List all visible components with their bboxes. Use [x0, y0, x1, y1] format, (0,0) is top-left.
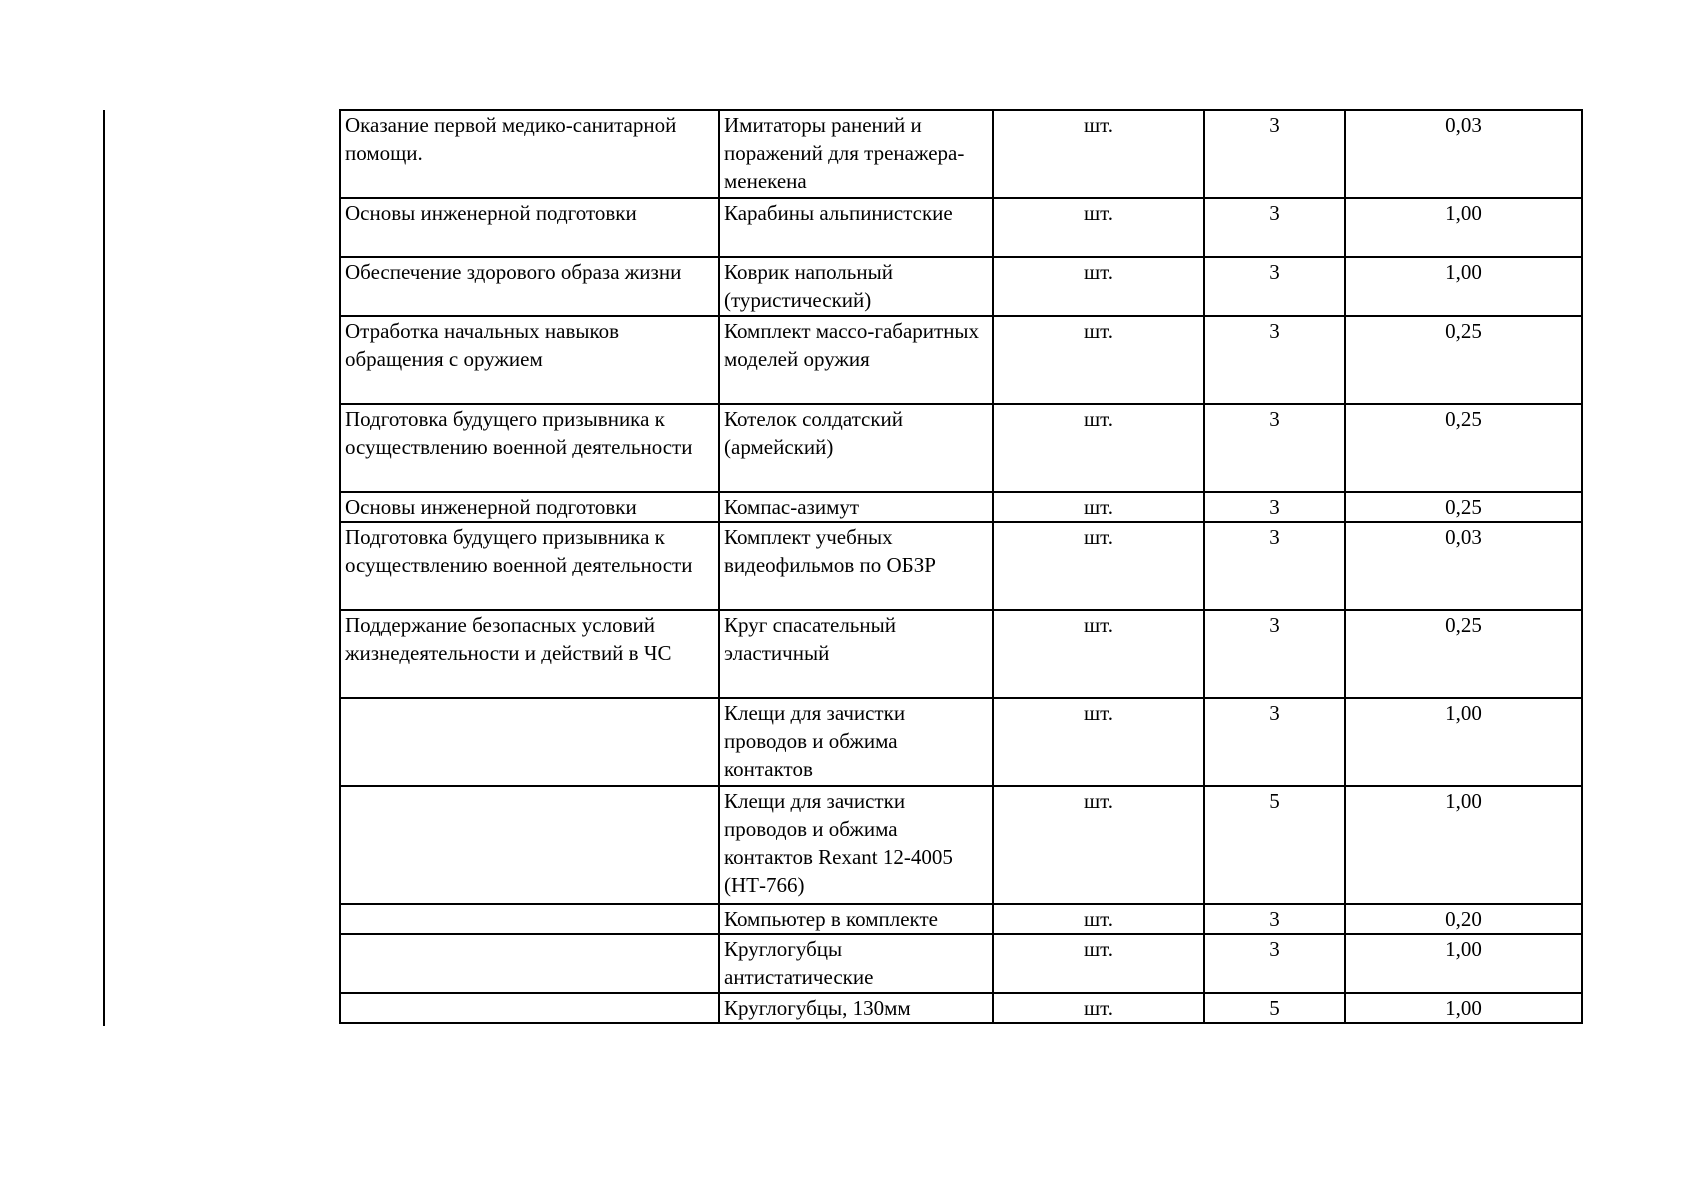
subject-cell [340, 904, 719, 934]
item-name-cell: Компьютер в комплекте [719, 904, 993, 934]
table-row [340, 492, 1582, 522]
subject-cell [340, 934, 719, 993]
equipment-table [339, 109, 1583, 1024]
item-name-cell: Круглогубцы антистатические [719, 934, 993, 993]
unit-cell: шт. [993, 316, 1204, 404]
quantity-cell: 5 [1204, 786, 1345, 904]
item-name-cell: Круг спасательный эластичный [719, 610, 993, 698]
subject-cell: Поддержание безопасных условий жизнедеятельности и действий в ЧС [340, 610, 719, 698]
subject-cell [340, 993, 719, 1023]
subject-cell [340, 698, 719, 786]
table-row [340, 110, 1582, 198]
subject-cell [340, 786, 719, 904]
quantity-cell: 3 [1204, 522, 1345, 610]
left-margin-rule [103, 110, 105, 1026]
coefficient-cell: 0,03 [1345, 110, 1582, 198]
unit-cell: шт. [993, 492, 1204, 522]
unit-cell: шт. [993, 610, 1204, 698]
quantity-cell: 3 [1204, 934, 1345, 993]
quantity-cell: 3 [1204, 492, 1345, 522]
item-name-cell: Котелок солдатский (армейский) [719, 404, 993, 492]
quantity-cell: 3 [1204, 610, 1345, 698]
table-row [340, 404, 1582, 492]
table-row [340, 198, 1582, 257]
item-name-cell: Клещи для зачистки проводов и обжима контактов [719, 698, 993, 786]
unit-cell: шт. [993, 110, 1204, 198]
table-row [340, 934, 1582, 993]
table-row [340, 904, 1582, 934]
coefficient-cell: 0,20 [1345, 904, 1582, 934]
item-name-cell: Комплект массо-габаритных моделей оружия [719, 316, 993, 404]
unit-cell: шт. [993, 198, 1204, 257]
coefficient-cell: 0,25 [1345, 610, 1582, 698]
quantity-cell: 3 [1204, 404, 1345, 492]
unit-cell: шт. [993, 257, 1204, 316]
table-row [340, 993, 1582, 1023]
coefficient-cell: 0,25 [1345, 492, 1582, 522]
coefficient-cell: 1,00 [1345, 786, 1582, 904]
item-name-cell: Компас-азимут [719, 492, 993, 522]
coefficient-cell: 1,00 [1345, 257, 1582, 316]
coefficient-cell: 0,25 [1345, 404, 1582, 492]
unit-cell: шт. [993, 522, 1204, 610]
table-row [340, 257, 1582, 316]
quantity-cell: 5 [1204, 993, 1345, 1023]
subject-cell: Подготовка будущего призывника к осуществлению военной деятельности [340, 404, 719, 492]
equipment-table-body [340, 110, 1582, 1023]
item-name-cell: Круглогубцы, 130мм [719, 993, 993, 1023]
table-row [340, 698, 1582, 786]
item-name-cell: Карабины альпинистские [719, 198, 993, 257]
unit-cell: шт. [993, 786, 1204, 904]
subject-cell: Обеспечение здорового образа жизни [340, 257, 719, 316]
unit-cell: шт. [993, 404, 1204, 492]
table-row [340, 522, 1582, 610]
coefficient-cell: 1,00 [1345, 993, 1582, 1023]
table-row [340, 316, 1582, 404]
quantity-cell: 3 [1204, 110, 1345, 198]
table-row [340, 610, 1582, 698]
coefficient-cell: 1,00 [1345, 198, 1582, 257]
subject-cell: Основы инженерной подготовки [340, 492, 719, 522]
unit-cell: шт. [993, 934, 1204, 993]
quantity-cell: 3 [1204, 316, 1345, 404]
coefficient-cell: 1,00 [1345, 934, 1582, 993]
coefficient-cell: 1,00 [1345, 698, 1582, 786]
quantity-cell: 3 [1204, 257, 1345, 316]
coefficient-cell: 0,25 [1345, 316, 1582, 404]
table-row [340, 786, 1582, 904]
coefficient-cell: 0,03 [1345, 522, 1582, 610]
subject-cell: Отработка начальных навыков обращения с оружием [340, 316, 719, 404]
unit-cell: шт. [993, 904, 1204, 934]
subject-cell: Оказание первой медико-санитарной помощи. [340, 110, 719, 198]
item-name-cell: Коврик напольный (туристический) [719, 257, 993, 316]
quantity-cell: 3 [1204, 698, 1345, 786]
item-name-cell: Имитаторы ранений и поражений для тренажера-менекена [719, 110, 993, 198]
quantity-cell: 3 [1204, 198, 1345, 257]
unit-cell: шт. [993, 993, 1204, 1023]
unit-cell: шт. [993, 698, 1204, 786]
item-name-cell: Комплект учебных видеофильмов по ОБЗР [719, 522, 993, 610]
quantity-cell: 3 [1204, 904, 1345, 934]
item-name-cell: Клещи для зачистки проводов и обжима контактов Rexant 12-4005 (НТ-766) [719, 786, 993, 904]
subject-cell: Подготовка будущего призывника к осуществлению военной деятельности [340, 522, 719, 610]
subject-cell: Основы инженерной подготовки [340, 198, 719, 257]
